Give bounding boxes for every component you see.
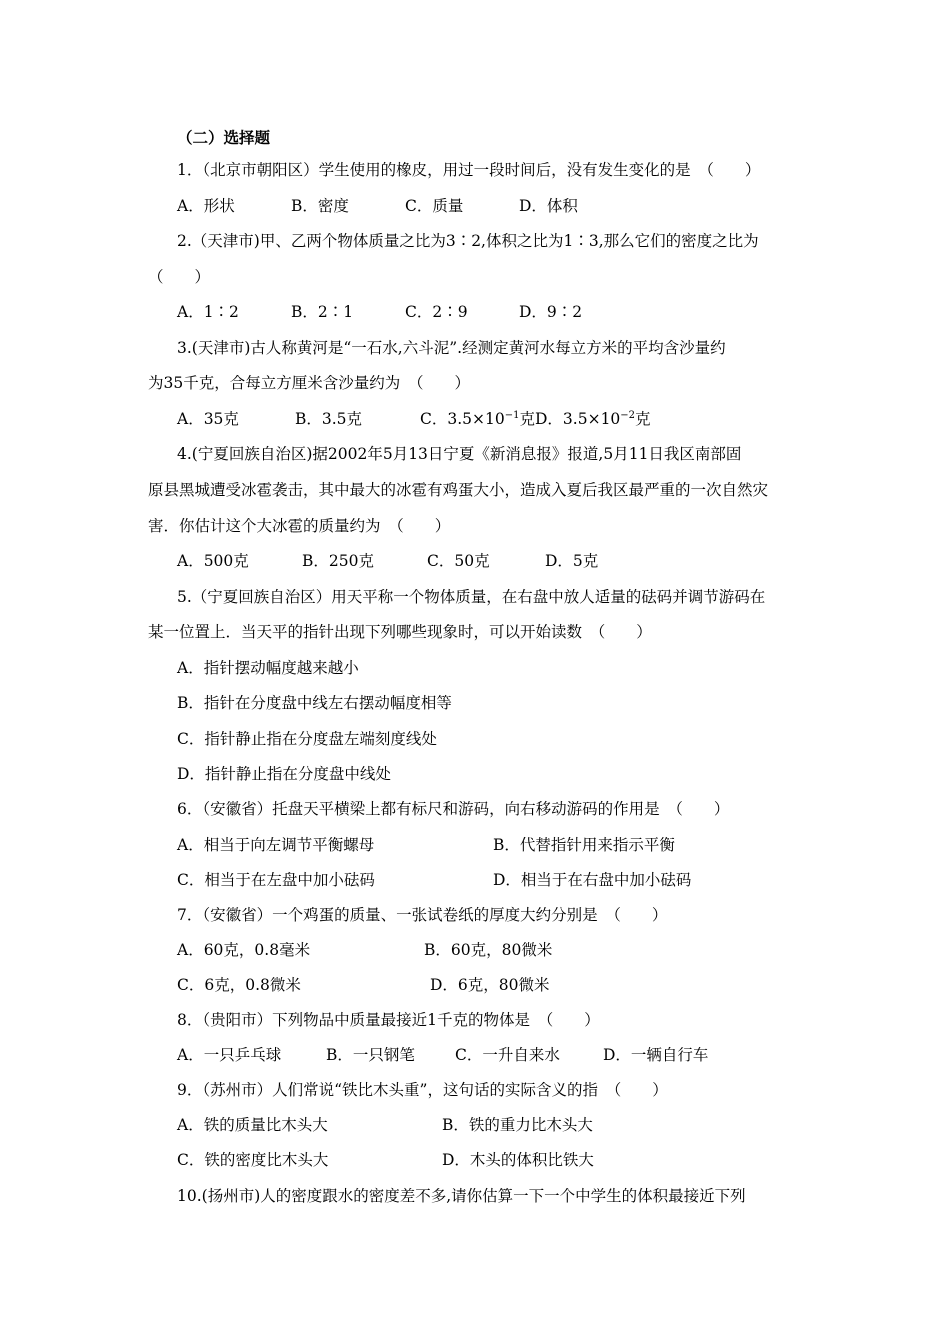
option-d: D．一辆自行车 xyxy=(603,1046,709,1064)
option-b: B．一只钢笔 xyxy=(326,1046,415,1064)
question-4-stem-line3: 害．你估计这个大冰雹的质量约为 （ ） xyxy=(148,517,451,535)
option-c-unit: 克 xyxy=(519,410,535,428)
option-d: D．6克，80微米 xyxy=(430,976,550,994)
option-d: D．相当于在右盘中加小砝码 xyxy=(493,871,692,889)
question-9-stem: 9．（苏州市）人们常说“铁比木头重”，这句话的实际含义的指 （ ） xyxy=(177,1081,668,1099)
option-c-exponent: −1 xyxy=(504,410,520,421)
option-b: B．3.5克 xyxy=(295,410,363,428)
option-a: A．铁的质量比木头大 xyxy=(177,1116,328,1134)
option-c: C．一升自来水 xyxy=(455,1046,560,1064)
question-6-stem: 6．（安徽省）托盘天平横梁上都有标尺和游码，向右移动游码的作用是 （ ） xyxy=(177,800,730,818)
option-d: D．体积 xyxy=(519,197,578,215)
option-d-unit: 克 xyxy=(635,410,651,428)
option-c: C．2∶9 xyxy=(405,303,468,321)
question-4-stem-line2: 原县黑城遭受冰雹袭击，其中最大的冰雹有鸡蛋大小，造成入夏后我区最严重的一次自然灾 xyxy=(148,481,769,499)
question-3-stem-line2: 为35千克，合每立方厘米含沙量约为 （ ） xyxy=(148,374,470,392)
question-10-stem-line1: 10.(扬州市)人的密度跟水的密度差不多,请你估算一下一个中学生的体积最接近下列 xyxy=(177,1187,746,1205)
option-b: B．250克 xyxy=(302,552,374,570)
option-c: C．6克，0.8微米 xyxy=(177,976,301,994)
option-b: B．60克，80微米 xyxy=(424,941,553,959)
question-5-stem-line1: 5.（宁夏回族自治区）用天平称一个物体质量，在右盘中放人适量的砝码并调节游码在 xyxy=(177,588,766,606)
option-c-base: C．3.5×10 xyxy=(420,410,505,428)
option-c: C．质量 xyxy=(405,197,464,215)
question-2-stem-line2: （ ） xyxy=(148,268,211,286)
option-d: D．木头的体积比铁大 xyxy=(442,1151,594,1169)
option-a: A．1∶2 xyxy=(177,303,239,321)
option-c: C．50克 xyxy=(427,552,490,570)
option-b: B．代替指针用来指示平衡 xyxy=(493,836,675,854)
option-c: C．相当于在左盘中加小砝码 xyxy=(177,871,375,889)
question-3-stem-line1: 3.(天津市)古人称黄河是“一石水,六斗泥”.经测定黄河水每立方米的平均含沙量约 xyxy=(177,339,726,357)
option-a: A．500克 xyxy=(177,552,249,570)
option-d-base: D．3.5×10 xyxy=(535,410,621,428)
option-b: B．密度 xyxy=(291,197,349,215)
option-d: D．5克 xyxy=(545,552,599,570)
question-5-option-d: D．指针静止指在分度盘中线处 xyxy=(177,765,391,783)
option-d xyxy=(535,409,651,429)
option-d: D．9∶2 xyxy=(519,303,583,321)
section-title: （二）选择题 xyxy=(177,128,271,147)
option-b: B．2∶1 xyxy=(291,303,354,321)
option-c xyxy=(420,409,535,429)
question-2-stem-line1: 2.（天津市)甲、乙两个物体质量之比为3∶2,体积之比为1∶3,那么它们的密度之比为 xyxy=(177,232,759,250)
question-5-option-a: A．指针摆动幅度越来越小 xyxy=(177,659,359,677)
option-b: B．铁的重力比木头大 xyxy=(442,1116,593,1134)
question-7-stem: 7．（安徽省）一个鸡蛋的质量、一张试卷纸的厚度大约分别是 （ ） xyxy=(177,906,668,924)
question-5-option-c: C．指针静止指在分度盘左端刻度线处 xyxy=(177,730,437,748)
option-c: C．铁的密度比木头大 xyxy=(177,1151,329,1169)
question-1-stem: 1．（北京市朝阳区）学生使用的橡皮，用过一段时间后，没有发生变化的是 （ ） xyxy=(177,161,761,179)
option-d-exponent: −2 xyxy=(620,410,636,421)
question-5-option-b: B．指针在分度盘中线左右摆动幅度相等 xyxy=(177,694,452,712)
question-5-stem-line2: 某一位置上．当天平的指针出现下列哪些现象时，可以开始读数 （ ） xyxy=(148,623,652,641)
option-a: A．形状 xyxy=(177,197,235,215)
option-a: A．相当于向左调节平衡螺母 xyxy=(177,836,375,854)
question-4-stem-line1: 4.(宁夏回族自治区)据2002年5月13日宁夏《新消息报》报道,5月11日我区南部固 xyxy=(177,445,742,463)
option-a: A．35克 xyxy=(177,410,239,428)
option-a: A．一只乒乓球 xyxy=(177,1046,282,1064)
option-a: A．60克，0.8毫米 xyxy=(177,941,311,959)
question-8-stem: 8．（贵阳市）下列物品中质量最接近1千克的物体是 （ ） xyxy=(177,1011,600,1029)
